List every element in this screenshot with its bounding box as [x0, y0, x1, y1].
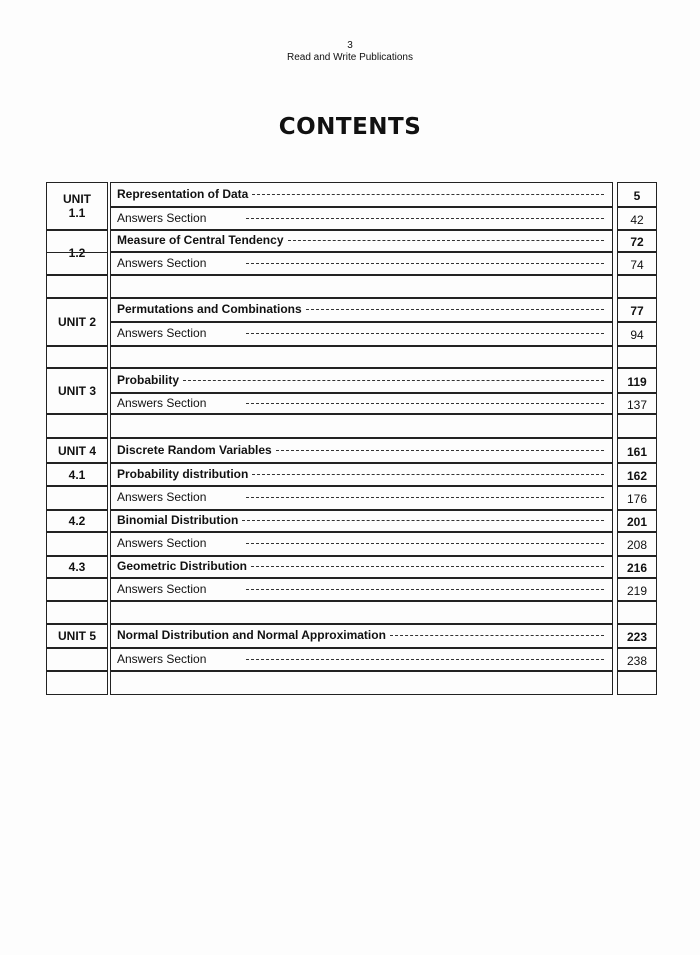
- page-number-value: 137: [626, 398, 648, 412]
- answers-entry[interactable]: [117, 395, 608, 410]
- dot-leader: [183, 379, 604, 381]
- unit-label: 1.1: [68, 206, 86, 220]
- answers-entry[interactable]: [117, 534, 608, 552]
- chapter-entry[interactable]: [117, 626, 608, 644]
- unit-cell: [46, 182, 108, 230]
- answers-entry[interactable]: [117, 488, 608, 506]
- entry-title: Answers Section: [117, 395, 207, 410]
- chapter-entry[interactable]: [117, 232, 608, 248]
- entry-title: Normal Distribution and Normal Approximation: [117, 628, 386, 642]
- answers-entry[interactable]: [117, 209, 608, 226]
- page-number-value: 219: [626, 584, 648, 598]
- entry-cell: [110, 346, 613, 368]
- entry-title: Answers Section: [117, 536, 207, 550]
- unit-label: UNIT 3: [57, 384, 96, 398]
- chapter-entry[interactable]: [117, 440, 608, 459]
- page-number: 3: [347, 40, 353, 51]
- entry-title: Geometric Distribution: [117, 559, 248, 573]
- dot-leader: [390, 634, 604, 636]
- page-number-value: 72: [630, 235, 644, 249]
- unit-cell: [46, 298, 108, 346]
- unit-cell: [46, 438, 108, 463]
- page-number-value: 162: [626, 469, 648, 483]
- entry-title: Representation of Data: [117, 186, 249, 201]
- entry-title: Permutations and Combinations: [117, 302, 302, 316]
- entry-title: Probability distribution: [117, 466, 249, 481]
- unit-label: UNIT 2: [57, 315, 96, 329]
- entry-title: Answers Section: [117, 255, 207, 270]
- blank-cell: [46, 414, 108, 438]
- blank-cell: [46, 671, 108, 695]
- dot-leader: [246, 402, 604, 404]
- page-number-value: 176: [626, 492, 648, 506]
- unit-cell: [46, 463, 108, 486]
- unit-label: 4.2: [68, 514, 86, 528]
- publisher-name: Read and Write Publications: [287, 52, 413, 63]
- page-cell: [617, 275, 657, 298]
- entry-title: Discrete Random Variables: [117, 442, 272, 457]
- blank-cell: [46, 486, 108, 510]
- page-number-value: 74: [630, 258, 644, 272]
- dot-leader: [246, 262, 604, 264]
- page-title: CONTENTS: [278, 114, 422, 140]
- chapter-entry[interactable]: [117, 465, 608, 482]
- answers-entry[interactable]: [117, 580, 608, 597]
- blank-cell: [46, 578, 108, 601]
- answers-entry[interactable]: [117, 650, 608, 667]
- entry-cell: [110, 671, 613, 695]
- page-cell: [617, 414, 657, 438]
- page-number-value: 94: [630, 328, 644, 342]
- dot-leader: [246, 217, 604, 219]
- dot-leader: [246, 332, 604, 334]
- chapter-entry[interactable]: [117, 558, 608, 574]
- dot-leader: [252, 193, 604, 195]
- dot-leader: [246, 542, 604, 544]
- page-cell: [617, 601, 657, 624]
- unit-label: UNIT 5: [57, 629, 96, 643]
- answers-entry[interactable]: [117, 324, 608, 342]
- page-number-value: 238: [626, 654, 648, 668]
- unit-cell: [46, 368, 108, 414]
- entry-cell: [110, 601, 613, 624]
- blank-cell: [46, 252, 108, 275]
- unit-label: UNIT: [63, 192, 91, 206]
- blank-cell: [46, 275, 108, 298]
- dot-leader: [246, 496, 604, 498]
- entry-title: Probability: [117, 372, 180, 387]
- page-number-value: 119: [627, 375, 647, 389]
- page-cell: [617, 346, 657, 368]
- page-number-value: 223: [626, 630, 648, 644]
- dot-leader: [242, 519, 604, 521]
- dot-leader: [288, 239, 605, 241]
- page-number-value: 161: [626, 445, 648, 459]
- page-number-value: 77: [630, 304, 644, 318]
- blank-cell: [46, 532, 108, 556]
- dot-leader: [246, 658, 604, 660]
- dot-leader: [276, 449, 604, 451]
- unit-cell: [46, 556, 108, 578]
- blank-cell: [46, 346, 108, 368]
- page-number-value: 201: [626, 515, 648, 529]
- entry-title: Answers Section: [117, 210, 207, 225]
- entry-cell: [110, 275, 613, 298]
- chapter-entry[interactable]: [117, 184, 608, 203]
- entry-title: Answers Section: [117, 651, 207, 666]
- page-number-value: 216: [626, 561, 648, 575]
- dot-leader: [246, 588, 604, 590]
- unit-label: 1.2: [68, 245, 86, 260]
- unit-label: 4.1: [68, 467, 86, 482]
- dot-leader: [252, 473, 604, 475]
- page-number-value: 208: [626, 538, 648, 552]
- unit-cell: [46, 510, 108, 532]
- page-number-value: 5: [633, 189, 641, 203]
- dot-leader: [306, 308, 604, 310]
- entry-title: Measure of Central Tendency: [117, 233, 284, 247]
- blank-cell: [46, 601, 108, 624]
- page-cell: [617, 671, 657, 695]
- entry-title: Binomial Distribution: [117, 513, 239, 527]
- chapter-entry[interactable]: [117, 512, 608, 528]
- page-number-value: 42: [630, 213, 644, 227]
- entry-cell: [110, 414, 613, 438]
- entry-title: Answers Section: [117, 581, 207, 596]
- unit-label: UNIT 4: [57, 443, 96, 458]
- entry-title: Answers Section: [117, 326, 207, 340]
- unit-label: 4.3: [68, 560, 86, 574]
- blank-cell: [46, 648, 108, 671]
- entry-title: Answers Section: [117, 490, 207, 504]
- answers-entry[interactable]: [117, 254, 608, 271]
- unit-cell: [46, 624, 108, 648]
- chapter-entry[interactable]: [117, 300, 608, 318]
- chapter-entry[interactable]: [117, 370, 608, 389]
- dot-leader: [251, 565, 604, 567]
